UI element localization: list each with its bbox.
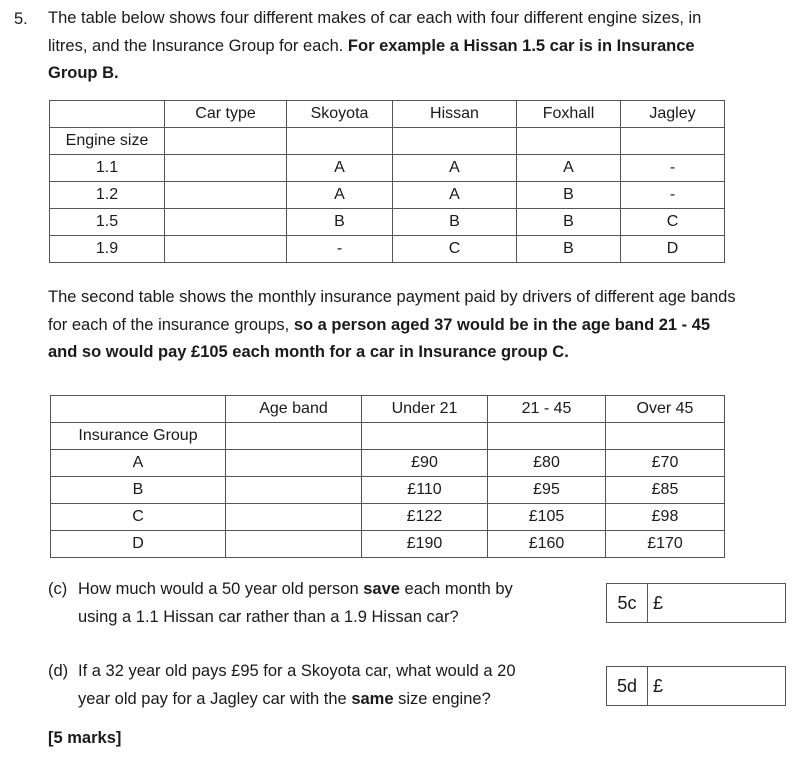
column-header: Age band (226, 396, 362, 423)
table-cell: D (621, 236, 725, 263)
table-row (51, 477, 725, 504)
table-row (51, 504, 725, 531)
column-header: Over 45 (606, 396, 725, 423)
table-header-row (50, 101, 725, 128)
table-row (50, 209, 725, 236)
part-d-label: (d) (48, 662, 69, 680)
table-cell: £110 (362, 477, 488, 504)
table-row (50, 182, 725, 209)
table-row (51, 423, 725, 450)
engine-insurance-table (49, 100, 725, 263)
row-header: Insurance Group (51, 423, 226, 450)
currency-label: £ (653, 592, 664, 613)
currency-label: £ (653, 675, 664, 696)
table-cell: £122 (362, 504, 488, 531)
intro-line1: The table below shows four different makes of car each with four different engine sizes, in (48, 9, 702, 27)
table-row (51, 450, 725, 477)
engine-size: 1.5 (50, 209, 165, 236)
second-table-intro (48, 284, 798, 367)
column-header: Under 21 (362, 396, 488, 423)
column-header: Jagley (621, 101, 725, 128)
table-cell: £105 (488, 504, 606, 531)
second-intro-example: so a person aged 37 would be in the age band 21 - 45 (293, 315, 711, 334)
answer-code: 5d (607, 667, 648, 705)
insurance-group: C (51, 504, 226, 531)
table-cell (50, 101, 165, 128)
table-cell: B (287, 209, 393, 236)
table-cell: £190 (362, 531, 488, 558)
table-cell: £98 (606, 504, 725, 531)
table-cell: £70 (606, 450, 725, 477)
table-row (50, 128, 725, 155)
table-cell: - (621, 182, 725, 209)
table-cell: - (287, 236, 393, 263)
table-cell: £160 (488, 531, 606, 558)
table-cell: £80 (488, 450, 606, 477)
table-cell: - (621, 155, 725, 182)
answer-box-5c[interactable] (606, 583, 786, 623)
answer-box-5d[interactable] (606, 666, 786, 706)
intro-example-end: Group B. (48, 64, 119, 82)
table-cell: A (393, 182, 517, 209)
answer-code: 5c (607, 584, 648, 622)
table-row (50, 155, 725, 182)
second-intro-line2: for each of the insurance groups, (48, 315, 294, 334)
second-intro-example-end: and so would pay £105 each month for a car in Insurance group C. (48, 343, 569, 361)
insurance-group: A (51, 450, 226, 477)
column-header: 21 - 45 (488, 396, 606, 423)
table-cell: B (517, 209, 621, 236)
table-row (50, 236, 725, 263)
column-header: Skoyota (287, 101, 393, 128)
age-band-payment-table (50, 395, 725, 558)
table-header-row (51, 396, 725, 423)
engine-size: 1.9 (50, 236, 165, 263)
answer-input[interactable] (648, 584, 785, 622)
insurance-group: D (51, 531, 226, 558)
table-cell: A (287, 155, 393, 182)
table-cell: A (393, 155, 517, 182)
column-header: Hissan (393, 101, 517, 128)
question-intro (48, 5, 798, 88)
engine-size: 1.2 (50, 182, 165, 209)
table-cell: A (287, 182, 393, 209)
second-intro-line1: The second table shows the monthly insurance payment paid by drivers of different age bands (48, 288, 736, 306)
part-c-label: (c) (48, 580, 68, 598)
marks-label: [5 marks] (48, 729, 122, 747)
question-number: 5. (14, 10, 28, 28)
table-cell: £170 (606, 531, 725, 558)
part-d-question: (d) If a 32 year old pays £95 for a Skoyota car, what would a 20 year old pay for a Jagley car with the same size engine? (48, 658, 516, 713)
column-header: Foxhall (517, 101, 621, 128)
table-cell: £90 (362, 450, 488, 477)
part-c-question: (c) How much would a 50 year old person save each month by using a 1.1 Hissan car rather than a 1.9 Hissan car? (48, 576, 513, 631)
table-row (51, 531, 725, 558)
intro-line2: litres, and the Insurance Group for each. (48, 36, 348, 55)
insurance-group: B (51, 477, 226, 504)
row-header: Engine size (50, 128, 165, 155)
engine-size: 1.1 (50, 155, 165, 182)
table-cell: C (621, 209, 725, 236)
table-cell: B (517, 182, 621, 209)
column-header: Car type (165, 101, 287, 128)
table-cell: B (393, 209, 517, 236)
table-cell: C (393, 236, 517, 263)
table-cell: B (517, 236, 621, 263)
table-cell: £85 (606, 477, 725, 504)
intro-example: For example a Hissan 1.5 car is in Insurance (347, 36, 695, 55)
answer-input[interactable] (648, 667, 785, 705)
table-cell: A (517, 155, 621, 182)
table-cell: £95 (488, 477, 606, 504)
